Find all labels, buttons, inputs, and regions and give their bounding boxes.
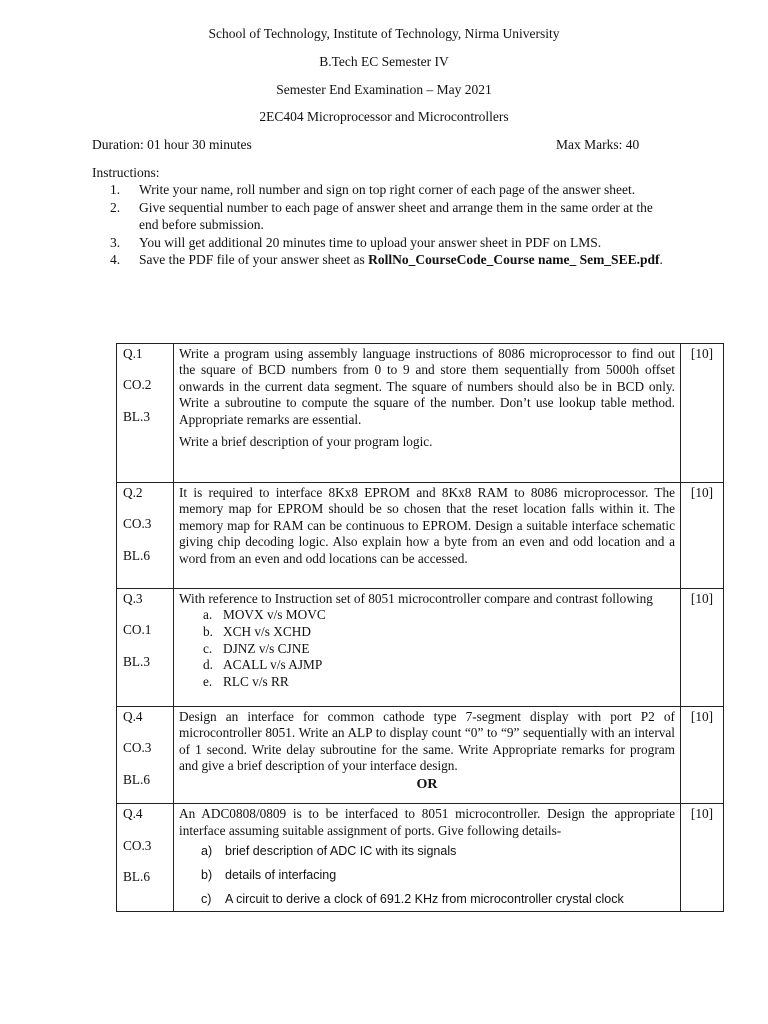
question-text-secondary: Write a brief description of your program logic. [179, 434, 433, 450]
question-meta [117, 483, 174, 589]
header-program: B.Tech EC Semester IV [319, 54, 449, 69]
header-course: 2EC404 Microprocessor and Microcontrollers [259, 109, 509, 124]
question-row [117, 483, 724, 589]
question-text-cell [174, 483, 681, 589]
item-letter: e. [203, 673, 213, 689]
item-letter: b) [201, 868, 213, 883]
question-marks: [10] [681, 707, 724, 804]
question-row [117, 589, 724, 707]
item-text: details of interfacing [225, 868, 337, 883]
instruction-item [110, 199, 670, 234]
comparison-item [203, 674, 675, 691]
course-outcome: CO.2 [123, 377, 152, 393]
bloom-level: BL.3 [123, 653, 150, 669]
question-marks: [10] [681, 344, 724, 483]
course-outcome: CO.3 [123, 837, 152, 853]
comparison-list [179, 607, 675, 690]
question-text-cell [174, 707, 681, 804]
question-number: Q.4 [123, 806, 143, 822]
item-letter: c) [201, 892, 212, 907]
detail-item [201, 843, 675, 859]
item-letter: c. [203, 640, 213, 656]
comparison-item [203, 641, 675, 658]
question-meta [117, 804, 174, 912]
course-outcome: CO.3 [123, 516, 152, 532]
question-number: Q.1 [123, 346, 143, 361]
item-text: XCH v/s XCHD [223, 624, 311, 639]
question-marks: [10] [681, 483, 724, 589]
instruction-text: You will get additional 20 minutes time to upload your answer sheet in PDF on LMS. [139, 234, 602, 250]
details-list [179, 843, 675, 907]
instructions-title: Instructions: [92, 165, 160, 180]
instruction-text: Write your name, roll number and sign on top right corner of each page of the answer sheet. [139, 182, 636, 197]
instructions-list [110, 181, 670, 269]
question-marks: [10] [681, 804, 724, 912]
question-text: Write a program using assembly language instructions of 8086 microprocessor to find out the square of BCD numbers from 0 to 9 and store them sequentially from 5000h offset onwards in the current data segment. The square of numbers should also be in BCD only. Write a subroutine to compute the square of the number. Don’t use lookup table method. Appropriate remarks are essential. [179, 346, 675, 427]
detail-item [201, 867, 675, 883]
instruction-number: 1. [110, 182, 121, 197]
bloom-level: BL.3 [123, 408, 150, 424]
item-letter: b. [203, 624, 213, 639]
or-separator: OR [416, 776, 438, 792]
question-meta [117, 707, 174, 804]
duration: Duration: 01 hour 30 minutes [92, 137, 252, 152]
instruction-item [110, 234, 670, 252]
question-text-cell [174, 589, 681, 707]
question-text: It is required to interface 8Kx8 EPROM and 8Kx8 RAM to 8086 microprocessor. The memory map for EPROM should be so chosen that the reset location falls within it. The memory map for RAM can be continuous to EPROM. Design a suitable interface schematic giving chip decoding logic. Also explain how a byte from an even and odd location and a word from an even and odd locations can be accessed. [179, 485, 675, 566]
instruction-filename: RollNo_CourseCode_Course name_ Sem_SEE.pdf [368, 252, 660, 268]
instruction-number: 2. [110, 199, 121, 215]
item-text: ACALL v/s AJMP [223, 657, 323, 673]
comparison-item [203, 624, 675, 641]
course-outcome: CO.3 [123, 740, 152, 756]
bloom-level: BL.6 [123, 771, 150, 787]
question-number: Q.2 [123, 485, 143, 500]
header-exam: Semester End Examination – May 2021 [276, 82, 492, 97]
instruction-item [110, 181, 670, 199]
item-letter: a) [201, 844, 213, 859]
bloom-level: BL.6 [123, 869, 150, 885]
question-number: Q.4 [123, 709, 143, 724]
item-letter: a. [203, 607, 213, 623]
course-outcome: CO.1 [123, 622, 152, 638]
question-text-cell [174, 804, 681, 912]
bloom-level: BL.6 [123, 547, 150, 563]
item-text: DJNZ v/s CJNE [223, 640, 310, 656]
question-text: With reference to Instruction set of 8051 microcontroller compare and contrast following [179, 591, 653, 606]
instruction-number: 3. [110, 234, 121, 250]
item-text: brief description of ADC IC with its signals [225, 844, 457, 859]
question-number: Q.3 [123, 591, 143, 606]
instruction-text: Save the PDF file of your answer sheet as [139, 252, 369, 268]
question-text-cell [174, 344, 681, 483]
item-letter: d. [203, 657, 213, 673]
question-row [117, 707, 724, 804]
question-meta [117, 344, 174, 483]
question-row [117, 804, 724, 912]
item-text: RLC v/s RR [223, 673, 289, 689]
question-text: Design an interface for common cathode type 7-segment display with port P2 of microcontroller 8051. Write an ALP to display count “0” to “9” sequentially with an interval of 1 second. Write delay subroutine for the same. Write Appropriate remarks for program and give a brief description of your interface design. [179, 709, 675, 774]
item-text: MOVX v/s MOVC [223, 607, 326, 623]
question-text: An ADC0808/0809 is to be interfaced to 8051 microcontroller. Design the appropriate interface assuming suitable assignment of ports. Give following details- [179, 806, 675, 838]
question-marks: [10] [681, 589, 724, 707]
max-marks: Max Marks: 40 [556, 137, 640, 152]
question-meta [117, 589, 174, 707]
question-row [117, 344, 724, 483]
detail-item [201, 891, 675, 907]
questions-table [116, 343, 724, 912]
instruction-item [110, 251, 670, 269]
comparison-item [203, 607, 675, 624]
header-institution: School of Technology, Institute of Technology, Nirma University [208, 26, 560, 41]
comparison-item [203, 657, 675, 674]
instruction-tail: . [659, 252, 663, 268]
instruction-number: 4. [110, 252, 121, 268]
item-text: A circuit to derive a clock of 691.2 KHz from microcontroller crystal clock [225, 892, 624, 907]
instruction-text: Give sequential number to each page of answer sheet and arrange them in the same order at the end before submission. [139, 199, 653, 233]
